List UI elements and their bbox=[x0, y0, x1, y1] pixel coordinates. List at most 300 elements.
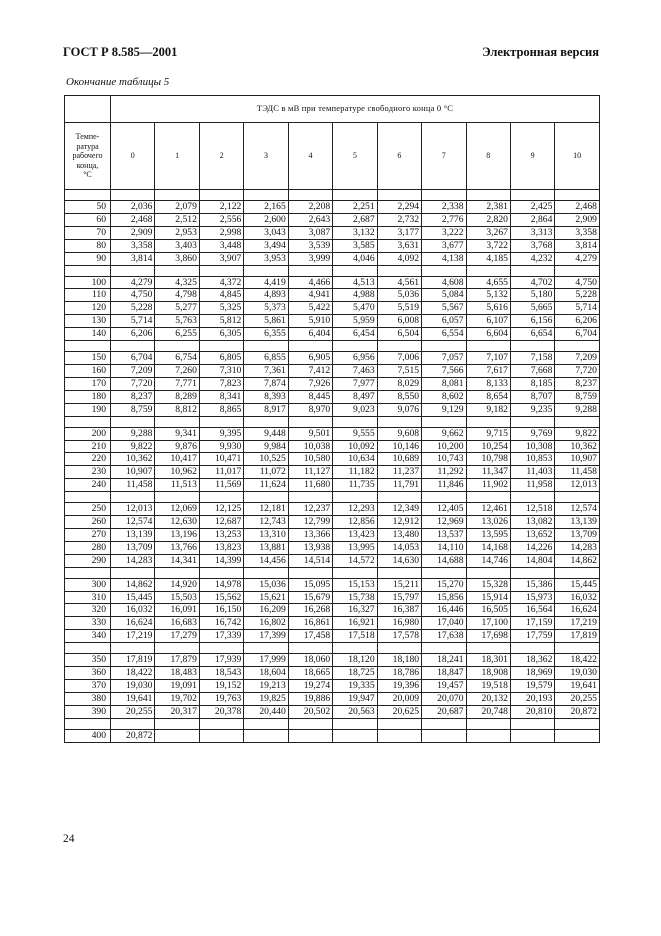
emf-value-cell: 17,698 bbox=[466, 630, 510, 643]
emf-value-cell: 7,720 bbox=[555, 364, 600, 377]
emf-value-cell: 18,422 bbox=[111, 667, 155, 680]
emf-value-cell: 14,283 bbox=[111, 554, 155, 567]
empty-cell bbox=[244, 416, 288, 427]
group-separator-row bbox=[65, 265, 600, 276]
emf-value-cell: 3,358 bbox=[555, 226, 600, 239]
emf-value-cell: 10,254 bbox=[466, 440, 510, 453]
emf-value-cell: 4,279 bbox=[555, 252, 600, 265]
emf-value-cell: 11,292 bbox=[422, 466, 466, 479]
emf-value-cell: 13,595 bbox=[466, 528, 510, 541]
emf-value-cell: 3,768 bbox=[510, 239, 554, 252]
emf-value-cell: 15,036 bbox=[244, 578, 288, 591]
empty-cell bbox=[333, 643, 377, 654]
emf-value-cell: 9,023 bbox=[333, 403, 377, 416]
emf-value-cell: 10,689 bbox=[377, 453, 421, 466]
empty-cell bbox=[244, 190, 288, 201]
emf-value-cell: 20,748 bbox=[466, 705, 510, 718]
emf-value-cell: 4,655 bbox=[466, 276, 510, 289]
empty-cell bbox=[199, 643, 243, 654]
emf-value-cell: 14,862 bbox=[555, 554, 600, 567]
emf-value-cell: 3,999 bbox=[288, 252, 332, 265]
emf-value-cell: 20,255 bbox=[111, 705, 155, 718]
empty-cell bbox=[65, 718, 111, 729]
emf-value-cell: 6,855 bbox=[244, 352, 288, 365]
emf-value-cell: 6,956 bbox=[333, 352, 377, 365]
emf-value-cell: 14,226 bbox=[510, 541, 554, 554]
temperature-cell: 350 bbox=[65, 654, 111, 667]
table-row bbox=[65, 466, 600, 479]
emf-value-cell: 5,228 bbox=[111, 302, 155, 315]
temperature-cell: 390 bbox=[65, 705, 111, 718]
empty-cell bbox=[377, 567, 421, 578]
emf-value-cell: 6,604 bbox=[466, 328, 510, 341]
emf-value-cell: 16,387 bbox=[377, 604, 421, 617]
empty-cell bbox=[244, 265, 288, 276]
emf-value-cell: 5,567 bbox=[422, 302, 466, 315]
table-row bbox=[65, 654, 600, 667]
empty-cell bbox=[199, 190, 243, 201]
group-separator-row bbox=[65, 341, 600, 352]
emf-value-cell: 12,574 bbox=[555, 503, 600, 516]
emf-value-cell: 13,709 bbox=[555, 528, 600, 541]
table-row bbox=[65, 289, 600, 302]
emf-value-cell bbox=[422, 729, 466, 742]
emf-value-cell: 11,958 bbox=[510, 479, 554, 492]
emf-value-cell: 11,791 bbox=[377, 479, 421, 492]
emf-value-cell: 17,219 bbox=[555, 617, 600, 630]
emf-value-cell: 5,373 bbox=[244, 302, 288, 315]
emf-value-cell: 11,347 bbox=[466, 466, 510, 479]
emf-table bbox=[64, 95, 600, 743]
emf-value-cell: 13,423 bbox=[333, 528, 377, 541]
emf-value-cell: 17,159 bbox=[510, 617, 554, 630]
emf-value-cell: 8,812 bbox=[155, 403, 199, 416]
emf-value-cell: 2,468 bbox=[111, 213, 155, 226]
emf-value-cell: 13,537 bbox=[422, 528, 466, 541]
column-header: 6 bbox=[377, 123, 421, 190]
emf-value-cell: 16,624 bbox=[111, 617, 155, 630]
empty-cell bbox=[555, 190, 600, 201]
empty-cell bbox=[422, 718, 466, 729]
empty-cell bbox=[199, 341, 243, 352]
emf-value-cell: 9,769 bbox=[510, 427, 554, 440]
temperature-cell: 50 bbox=[65, 201, 111, 214]
emf-value-cell: 10,092 bbox=[333, 440, 377, 453]
emf-value-cell: 17,999 bbox=[244, 654, 288, 667]
emf-value-cell: 20,317 bbox=[155, 705, 199, 718]
empty-cell bbox=[111, 643, 155, 654]
emf-value-cell: 17,939 bbox=[199, 654, 243, 667]
emf-value-cell: 13,709 bbox=[111, 541, 155, 554]
emf-value-cell: 5,180 bbox=[510, 289, 554, 302]
emf-value-cell: 15,562 bbox=[199, 591, 243, 604]
emf-value-cell: 8,237 bbox=[555, 377, 600, 390]
empty-cell bbox=[333, 190, 377, 201]
table-row bbox=[65, 213, 600, 226]
table-row bbox=[65, 503, 600, 516]
emf-value-cell: 10,580 bbox=[288, 453, 332, 466]
emf-value-cell: 15,621 bbox=[244, 591, 288, 604]
emf-value-cell: 3,132 bbox=[333, 226, 377, 239]
emf-value-cell: 7,771 bbox=[155, 377, 199, 390]
emf-value-cell: 5,763 bbox=[155, 315, 199, 328]
emf-value-cell: 11,680 bbox=[288, 479, 332, 492]
emf-value-cell: 19,641 bbox=[111, 692, 155, 705]
emf-value-cell: 18,543 bbox=[199, 667, 243, 680]
empty-cell bbox=[244, 718, 288, 729]
empty-cell bbox=[155, 265, 199, 276]
emf-value-cell: 17,819 bbox=[555, 630, 600, 643]
empty-cell bbox=[466, 190, 510, 201]
column-header: 4 bbox=[288, 123, 332, 190]
emf-value-cell: 2,864 bbox=[510, 213, 554, 226]
emf-value-cell bbox=[333, 729, 377, 742]
emf-value-cell: 19,335 bbox=[333, 680, 377, 693]
empty-cell bbox=[65, 416, 111, 427]
group-separator-row bbox=[65, 492, 600, 503]
emf-value-cell: 8,707 bbox=[510, 390, 554, 403]
table-row bbox=[65, 680, 600, 693]
temperature-cell: 290 bbox=[65, 554, 111, 567]
emf-value-cell: 11,403 bbox=[510, 466, 554, 479]
empty-cell bbox=[244, 341, 288, 352]
emf-value-cell: 5,277 bbox=[155, 302, 199, 315]
empty-cell bbox=[155, 341, 199, 352]
empty-cell bbox=[155, 718, 199, 729]
group-separator-row bbox=[65, 416, 600, 427]
table-row bbox=[65, 403, 600, 416]
emf-value-cell: 4,372 bbox=[199, 276, 243, 289]
emf-value-cell: 18,847 bbox=[422, 667, 466, 680]
emf-value-cell: 14,630 bbox=[377, 554, 421, 567]
table-row bbox=[65, 578, 600, 591]
emf-value-cell: 4,750 bbox=[555, 276, 600, 289]
emf-value-cell: 5,084 bbox=[422, 289, 466, 302]
emf-value-cell: 6,008 bbox=[377, 315, 421, 328]
emf-value-cell: 6,504 bbox=[377, 328, 421, 341]
column-header: 7 bbox=[422, 123, 466, 190]
emf-value-cell: 5,036 bbox=[377, 289, 421, 302]
emf-value-cell: 17,219 bbox=[111, 630, 155, 643]
emf-value-cell: 15,153 bbox=[333, 578, 377, 591]
temperature-cell: 380 bbox=[65, 692, 111, 705]
empty-cell bbox=[199, 567, 243, 578]
emf-value-cell: 13,480 bbox=[377, 528, 421, 541]
emf-value-cell: 10,962 bbox=[155, 466, 199, 479]
temperature-cell: 330 bbox=[65, 617, 111, 630]
emf-value-cell: 12,574 bbox=[111, 516, 155, 529]
emf-value-cell: 9,715 bbox=[466, 427, 510, 440]
empty-cell bbox=[510, 190, 554, 201]
emf-value-cell: 11,237 bbox=[377, 466, 421, 479]
emf-value-cell: 3,814 bbox=[111, 252, 155, 265]
edition-label: Электронная версия bbox=[482, 45, 599, 59]
temperature-cell: 300 bbox=[65, 578, 111, 591]
emf-value-cell: 18,786 bbox=[377, 667, 421, 680]
emf-value-cell: 14,399 bbox=[199, 554, 243, 567]
emf-value-cell: 18,241 bbox=[422, 654, 466, 667]
table-row bbox=[65, 591, 600, 604]
emf-value-cell: 19,886 bbox=[288, 692, 332, 705]
emf-value-cell: 8,759 bbox=[111, 403, 155, 416]
emf-value-cell bbox=[199, 729, 243, 742]
emf-value-cell: 13,823 bbox=[199, 541, 243, 554]
emf-value-cell: 13,139 bbox=[555, 516, 600, 529]
empty-cell bbox=[377, 341, 421, 352]
emf-value-cell: 20,872 bbox=[555, 705, 600, 718]
emf-value-cell: 15,503 bbox=[155, 591, 199, 604]
emf-value-cell: 4,232 bbox=[510, 252, 554, 265]
emf-value-cell: 13,253 bbox=[199, 528, 243, 541]
temperature-cell: 400 bbox=[65, 729, 111, 742]
column-header: 0 bbox=[111, 123, 155, 190]
emf-value-cell: 10,471 bbox=[199, 453, 243, 466]
emf-value-cell: 2,079 bbox=[155, 201, 199, 214]
empty-cell bbox=[111, 190, 155, 201]
empty-cell bbox=[377, 190, 421, 201]
empty-cell bbox=[333, 265, 377, 276]
emf-value-cell: 4,185 bbox=[466, 252, 510, 265]
empty-cell bbox=[65, 190, 111, 201]
emf-value-cell: 14,168 bbox=[466, 541, 510, 554]
empty-cell bbox=[111, 492, 155, 503]
emf-value-cell: 10,907 bbox=[111, 466, 155, 479]
emf-value-cell: 8,759 bbox=[555, 390, 600, 403]
emf-value-cell: 11,735 bbox=[333, 479, 377, 492]
emf-value-cell: 20,009 bbox=[377, 692, 421, 705]
temperature-cell: 160 bbox=[65, 364, 111, 377]
emf-value-cell: 2,122 bbox=[199, 201, 243, 214]
group-separator-row bbox=[65, 190, 600, 201]
empty-cell bbox=[333, 718, 377, 729]
empty-cell bbox=[288, 190, 332, 201]
table-row bbox=[65, 390, 600, 403]
emf-value-cell: 6,206 bbox=[111, 328, 155, 341]
empty-cell bbox=[377, 718, 421, 729]
emf-value-cell bbox=[288, 729, 332, 742]
emf-value-cell: 2,556 bbox=[199, 213, 243, 226]
emf-value-cell: 3,907 bbox=[199, 252, 243, 265]
emf-value-cell: 9,555 bbox=[333, 427, 377, 440]
emf-value-cell: 19,579 bbox=[510, 680, 554, 693]
emf-value-cell: 9,076 bbox=[377, 403, 421, 416]
emf-value-cell: 7,107 bbox=[466, 352, 510, 365]
emf-value-cell: 10,200 bbox=[422, 440, 466, 453]
emf-value-cell: 9,822 bbox=[555, 427, 600, 440]
emf-value-cell: 4,798 bbox=[155, 289, 199, 302]
empty-cell bbox=[466, 643, 510, 654]
emf-value-cell: 3,087 bbox=[288, 226, 332, 239]
emf-value-cell: 2,820 bbox=[466, 213, 510, 226]
emf-value-cell: 8,497 bbox=[333, 390, 377, 403]
emf-value-cell: 14,283 bbox=[555, 541, 600, 554]
emf-value-cell: 11,017 bbox=[199, 466, 243, 479]
empty-cell bbox=[466, 567, 510, 578]
empty-cell bbox=[377, 492, 421, 503]
emf-value-cell: 3,222 bbox=[422, 226, 466, 239]
emf-value-cell: 20,625 bbox=[377, 705, 421, 718]
group-separator-row bbox=[65, 643, 600, 654]
emf-value-cell: 3,043 bbox=[244, 226, 288, 239]
temperature-cell: 110 bbox=[65, 289, 111, 302]
emf-value-cell: 8,133 bbox=[466, 377, 510, 390]
emf-value-cell: 2,294 bbox=[377, 201, 421, 214]
emf-value-cell: 16,446 bbox=[422, 604, 466, 617]
temperature-cell: 360 bbox=[65, 667, 111, 680]
empty-cell bbox=[111, 718, 155, 729]
empty-cell bbox=[199, 416, 243, 427]
column-header: 3 bbox=[244, 123, 288, 190]
empty-cell bbox=[244, 492, 288, 503]
emf-value-cell: 16,268 bbox=[288, 604, 332, 617]
emf-value-cell: 9,341 bbox=[155, 427, 199, 440]
emf-value-cell: 11,624 bbox=[244, 479, 288, 492]
emf-value-cell: 13,310 bbox=[244, 528, 288, 541]
table-row bbox=[65, 302, 600, 315]
emf-value-cell: 7,057 bbox=[422, 352, 466, 365]
emf-value-cell: 9,129 bbox=[422, 403, 466, 416]
table-row bbox=[65, 453, 600, 466]
table-row bbox=[65, 440, 600, 453]
emf-value-cell: 7,566 bbox=[422, 364, 466, 377]
emf-value-cell: 5,228 bbox=[555, 289, 600, 302]
emf-value-cell: 9,395 bbox=[199, 427, 243, 440]
emf-value-cell: 8,865 bbox=[199, 403, 243, 416]
emf-value-cell bbox=[466, 729, 510, 742]
emf-value-cell: 20,810 bbox=[510, 705, 554, 718]
emf-value-cell: 7,823 bbox=[199, 377, 243, 390]
temperature-cell: 170 bbox=[65, 377, 111, 390]
emf-value-cell: 3,722 bbox=[466, 239, 510, 252]
emf-value-cell: 18,604 bbox=[244, 667, 288, 680]
emf-value-cell: 8,602 bbox=[422, 390, 466, 403]
emf-value-cell: 19,091 bbox=[155, 680, 199, 693]
emf-value-cell: 4,279 bbox=[111, 276, 155, 289]
emf-value-cell: 8,341 bbox=[199, 390, 243, 403]
emf-value-cell: 3,448 bbox=[199, 239, 243, 252]
emf-value-cell: 12,687 bbox=[199, 516, 243, 529]
emf-value-cell: 5,325 bbox=[199, 302, 243, 315]
table-row bbox=[65, 554, 600, 567]
emf-value-cell: 13,938 bbox=[288, 541, 332, 554]
emf-value-cell: 4,845 bbox=[199, 289, 243, 302]
emf-value-cell: 12,461 bbox=[466, 503, 510, 516]
emf-value-cell: 6,206 bbox=[555, 315, 600, 328]
emf-value-cell: 16,505 bbox=[466, 604, 510, 617]
emf-value-cell: 14,514 bbox=[288, 554, 332, 567]
emf-value-cell: 9,930 bbox=[199, 440, 243, 453]
column-header: 8 bbox=[466, 123, 510, 190]
emf-value-cell: 6,805 bbox=[199, 352, 243, 365]
empty-cell bbox=[288, 492, 332, 503]
emf-table-container bbox=[64, 95, 599, 743]
emf-value-cell: 16,624 bbox=[555, 604, 600, 617]
emf-value-cell: 20,440 bbox=[244, 705, 288, 718]
group-separator-row bbox=[65, 718, 600, 729]
emf-value-cell: 4,750 bbox=[111, 289, 155, 302]
emf-value-cell: 16,327 bbox=[333, 604, 377, 617]
emf-value-cell: 11,513 bbox=[155, 479, 199, 492]
table-row bbox=[65, 541, 600, 554]
empty-cell bbox=[555, 643, 600, 654]
emf-value-cell: 8,654 bbox=[466, 390, 510, 403]
temperature-cell: 70 bbox=[65, 226, 111, 239]
emf-value-cell: 20,070 bbox=[422, 692, 466, 705]
emf-value-cell: 12,069 bbox=[155, 503, 199, 516]
empty-cell bbox=[155, 643, 199, 654]
emf-value-cell: 11,182 bbox=[333, 466, 377, 479]
emf-value-cell: 3,814 bbox=[555, 239, 600, 252]
table-body bbox=[65, 190, 600, 743]
temperature-cell: 140 bbox=[65, 328, 111, 341]
emf-value-cell: 17,879 bbox=[155, 654, 199, 667]
emf-value-cell: 14,110 bbox=[422, 541, 466, 554]
emf-value-cell: 3,313 bbox=[510, 226, 554, 239]
emf-value-cell: 12,013 bbox=[555, 479, 600, 492]
empty-cell bbox=[155, 492, 199, 503]
emf-value-cell: 9,288 bbox=[111, 427, 155, 440]
emf-value-cell: 16,209 bbox=[244, 604, 288, 617]
emf-value-cell: 9,182 bbox=[466, 403, 510, 416]
emf-value-cell: 13,196 bbox=[155, 528, 199, 541]
empty-cell bbox=[199, 718, 243, 729]
emf-value-cell: 2,036 bbox=[111, 201, 155, 214]
emf-value-cell: 12,912 bbox=[377, 516, 421, 529]
emf-value-cell: 19,396 bbox=[377, 680, 421, 693]
emf-value-cell: 12,181 bbox=[244, 503, 288, 516]
table-row bbox=[65, 328, 600, 341]
emf-value-cell: 3,539 bbox=[288, 239, 332, 252]
emf-value-cell: 7,361 bbox=[244, 364, 288, 377]
emf-value-cell: 15,914 bbox=[466, 591, 510, 604]
temperature-cell: 100 bbox=[65, 276, 111, 289]
emf-value-cell: 2,512 bbox=[155, 213, 199, 226]
table-row bbox=[65, 352, 600, 365]
empty-cell bbox=[199, 265, 243, 276]
emf-value-cell: 14,804 bbox=[510, 554, 554, 567]
emf-value-cell: 12,349 bbox=[377, 503, 421, 516]
emf-value-cell: 16,091 bbox=[155, 604, 199, 617]
emf-value-cell: 2,998 bbox=[199, 226, 243, 239]
temperature-cell: 60 bbox=[65, 213, 111, 226]
emf-value-cell: 8,029 bbox=[377, 377, 421, 390]
emf-value-cell: 6,704 bbox=[555, 328, 600, 341]
emf-value-cell: 2,953 bbox=[155, 226, 199, 239]
emf-value-cell: 20,502 bbox=[288, 705, 332, 718]
emf-value-cell: 15,445 bbox=[111, 591, 155, 604]
empty-cell bbox=[377, 416, 421, 427]
emf-value-cell: 9,448 bbox=[244, 427, 288, 440]
temperature-cell: 90 bbox=[65, 252, 111, 265]
empty-cell bbox=[288, 643, 332, 654]
table-row bbox=[65, 276, 600, 289]
emf-value-cell: 11,902 bbox=[466, 479, 510, 492]
table-row bbox=[65, 239, 600, 252]
emf-value-cell: 16,150 bbox=[199, 604, 243, 617]
empty-cell bbox=[555, 567, 600, 578]
table-title: ТЭДС в мВ при температуре свободного конца 0 °С bbox=[111, 96, 600, 123]
emf-value-cell: 20,193 bbox=[510, 692, 554, 705]
emf-value-cell: 16,861 bbox=[288, 617, 332, 630]
temperature-cell: 120 bbox=[65, 302, 111, 315]
empty-cell bbox=[422, 492, 466, 503]
emf-value-cell: 20,872 bbox=[111, 729, 155, 742]
emf-value-cell: 8,550 bbox=[377, 390, 421, 403]
emf-value-cell: 7,209 bbox=[111, 364, 155, 377]
temperature-cell: 310 bbox=[65, 591, 111, 604]
emf-value-cell: 19,213 bbox=[244, 680, 288, 693]
table-row bbox=[65, 604, 600, 617]
